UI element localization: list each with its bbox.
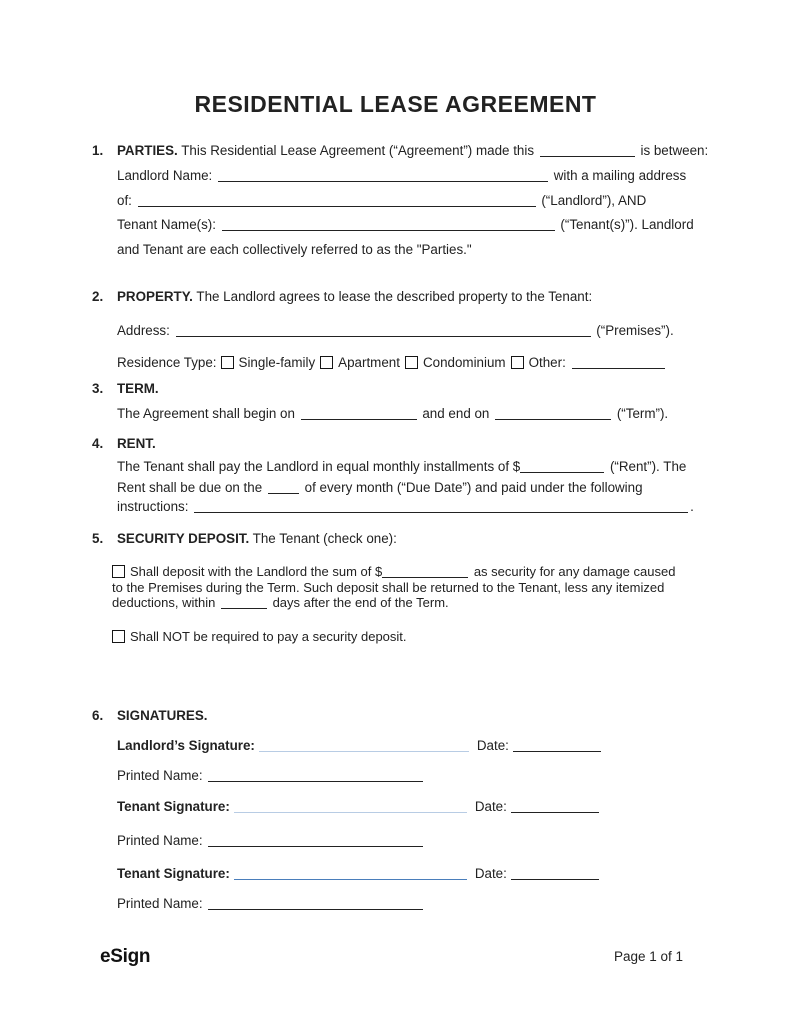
tenant2-signature-line[interactable] — [234, 869, 467, 880]
rent-due-text: Rent shall be due on the — [117, 480, 266, 495]
parties-closing-text: and Tenant are each collectively referred to as the "Parties." — [117, 242, 472, 257]
residence-type-line — [117, 355, 667, 371]
tenant2-signature-row — [117, 866, 601, 882]
tenant-names-label: Tenant Name(s): — [117, 217, 220, 232]
signatures-heading: SIGNATURES. — [117, 708, 208, 723]
due-day-blank[interactable] — [268, 483, 299, 494]
deposit-option1-text3-after: days after the end of the Term. — [268, 595, 449, 610]
section-number: 2. — [92, 289, 104, 304]
section-number: 5. — [92, 531, 104, 546]
landlord-name-blank[interactable] — [218, 171, 548, 182]
tenant1-signature-line[interactable] — [234, 802, 467, 813]
instructions-label: instructions: — [117, 499, 193, 514]
instructions-period: . — [690, 499, 694, 514]
landlord-address-blank[interactable] — [138, 196, 536, 207]
term-after-text: (“Term”). — [613, 406, 669, 421]
security-deposit-heading-line — [92, 531, 397, 547]
printed-name-label: Printed Name: — [117, 768, 207, 783]
rent-amount-blank[interactable] — [520, 462, 604, 473]
printed-name-label: Printed Name: — [117, 896, 207, 911]
landlord-name-after: with a mailing address — [550, 168, 687, 183]
rent-due-line — [117, 480, 643, 496]
option-apartment-label: Apartment — [338, 355, 400, 370]
parties-heading: PARTIES. — [117, 143, 178, 158]
option-condominium-label: Condominium — [422, 355, 506, 370]
checkbox-single-family[interactable] — [221, 356, 234, 369]
section-number: 3. — [92, 381, 104, 396]
landlord-address-label: of: — [117, 193, 136, 208]
tenant1-signature-row — [117, 799, 601, 815]
tenant1-printed-name-row — [117, 833, 425, 849]
deposit-option1-text: Shall deposit with the Landlord the sum of $ — [130, 564, 383, 579]
rent-heading: RENT. — [117, 436, 156, 451]
section-number: 1. — [92, 143, 104, 158]
term-begin-text: The Agreement shall begin on — [117, 406, 299, 421]
security-deposit-heading: SECURITY DEPOSIT. — [117, 531, 250, 546]
deposit-option1-text3: deductions, within — [112, 595, 219, 610]
residence-type-label: Residence Type: — [117, 355, 217, 370]
landlord-name-line — [117, 168, 686, 184]
landlord-printed-name-blank[interactable] — [208, 771, 423, 782]
option-other-label: Other: — [528, 355, 570, 370]
section-number: 4. — [92, 436, 104, 451]
signatures-heading-line — [92, 708, 208, 724]
tenant-signature-label: Tenant Signature: — [117, 799, 230, 814]
parties-closing-line — [117, 242, 472, 258]
term-start-blank[interactable] — [301, 409, 417, 420]
checkbox-other[interactable] — [511, 356, 524, 369]
esign-logo: eSign — [100, 946, 151, 967]
deposit-amount-blank[interactable] — [382, 567, 468, 578]
rent-amount-after: (“Rent”). The — [606, 459, 687, 474]
checkbox-condominium[interactable] — [405, 356, 418, 369]
tenant2-date-blank[interactable] — [511, 869, 599, 880]
premises-address-label: Address: — [117, 323, 174, 338]
deposit-option1-text2: to the Premises during the Term. Such deposit shall be returned to the Tenant, less any itemized — [112, 580, 665, 595]
tenant-names-line — [117, 217, 694, 233]
premises-address-line — [117, 323, 674, 339]
deposit-option1-line1 — [112, 564, 675, 580]
property-intro-text: The Landlord agrees to lease the described property to the Tenant: — [192, 289, 593, 304]
date-label: Date: — [474, 866, 507, 881]
rent-amount-line — [117, 459, 686, 475]
property-heading-line — [92, 289, 592, 305]
landlord-printed-name-row — [117, 768, 425, 784]
date-label: Date: — [474, 799, 507, 814]
landlord-address-line — [117, 193, 646, 209]
parties-intro-end: is between: — [636, 143, 709, 158]
printed-name-label: Printed Name: — [117, 833, 207, 848]
landlord-name-label: Landlord Name: — [117, 168, 216, 183]
property-heading: PROPERTY. — [117, 289, 193, 304]
tenant2-printed-name-row — [117, 896, 425, 912]
landlord-signature-label: Landlord’s Signature: — [117, 738, 255, 753]
deposit-option1-line2 — [112, 580, 664, 596]
tenant-names-blank[interactable] — [222, 220, 555, 231]
document-title: RESIDENTIAL LEASE AGREEMENT — [194, 91, 597, 117]
checkbox-no-deposit[interactable] — [112, 630, 125, 643]
term-heading-line — [92, 381, 159, 397]
tenant2-printed-name-blank[interactable] — [208, 899, 423, 910]
landlord-date-blank[interactable] — [513, 741, 601, 752]
rent-due-after: of every month (“Due Date”) and paid under the following — [300, 480, 643, 495]
checkbox-apartment[interactable] — [320, 356, 333, 369]
landlord-signature-line[interactable] — [259, 741, 469, 752]
premises-address-after: (“Premises”). — [592, 323, 674, 338]
term-mid-text: and end on — [418, 406, 494, 421]
deposit-return-days-blank[interactable] — [221, 598, 267, 609]
section-number: 6. — [92, 708, 104, 723]
premises-address-blank[interactable] — [176, 326, 591, 337]
parties-intro-text: This Residential Lease Agreement (“Agreement”) made this — [177, 143, 538, 158]
landlord-address-after: (“Landlord”), AND — [537, 193, 647, 208]
term-heading: TERM. — [117, 381, 159, 396]
tenant1-date-blank[interactable] — [511, 802, 599, 813]
other-residence-blank[interactable] — [572, 358, 665, 369]
rent-amount-text: The Tenant shall pay the Landlord in equal monthly installments of $ — [117, 459, 521, 474]
landlord-signature-line-row — [117, 738, 603, 754]
payment-instructions-blank[interactable] — [194, 502, 688, 513]
rent-heading-line — [92, 436, 156, 452]
term-end-blank[interactable] — [495, 409, 611, 420]
rent-instructions-line — [117, 499, 694, 515]
agreement-date-blank[interactable] — [540, 146, 635, 157]
checkbox-shall-deposit[interactable] — [112, 565, 125, 578]
security-deposit-intro: The Tenant (check one): — [249, 531, 397, 546]
deposit-option2-line — [112, 629, 407, 645]
deposit-option1-after: as security for any damage caused — [470, 564, 676, 579]
tenant-signature-label: Tenant Signature: — [117, 866, 230, 881]
term-dates-line — [117, 406, 668, 422]
tenant-names-after: (“Tenant(s)”). Landlord — [556, 217, 694, 232]
parties-heading-line — [92, 143, 708, 159]
option-single-family-label: Single-family — [238, 355, 316, 370]
deposit-option2-text: Shall NOT be required to pay a security deposit. — [130, 629, 407, 644]
page-number: Page 1 of 1 — [613, 949, 683, 964]
deposit-option1-line3 — [112, 595, 449, 611]
tenant1-printed-name-blank[interactable] — [208, 836, 423, 847]
date-label: Date: — [476, 738, 509, 753]
